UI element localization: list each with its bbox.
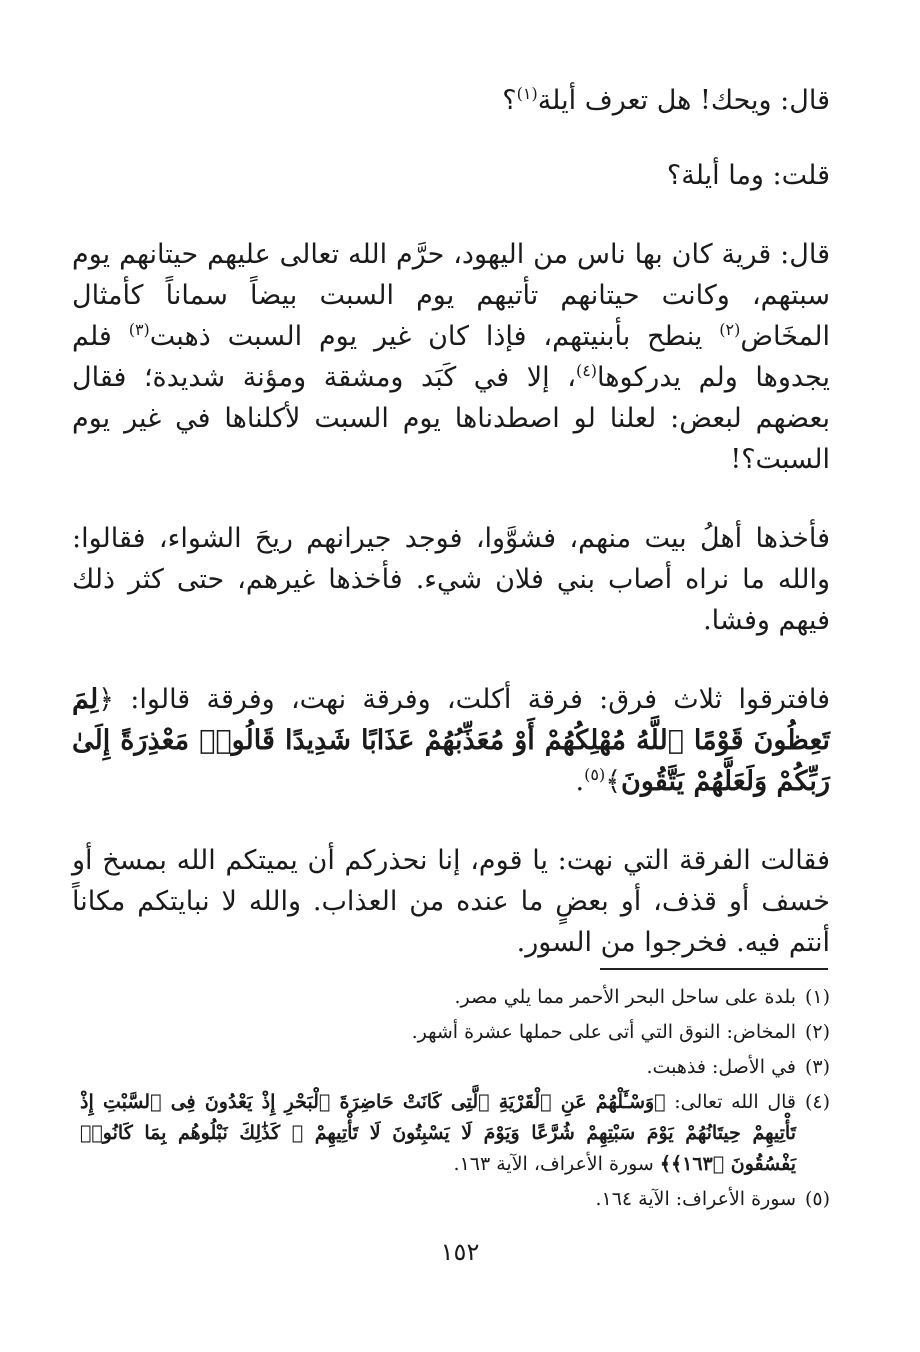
paragraph	[72, 679, 830, 802]
paragraph-text: فأخذها أهلُ بيت منهم، فشوَّوا، فوجد جيرانهم ريحَ الشواء، فقالوا: والله ما نراه أصاب بني فلان شيء. فأخذها غيرهم، حتى كثر ذلك فيهم وفشا.	[72, 523, 830, 636]
footnote	[80, 1087, 830, 1180]
page-number: ١٥٢	[440, 1238, 480, 1266]
paragraph-text: فقالت الفرقة التي نهت: يا قوم، إنا نحذركم أن يميتكم الله بمسخ أو خسف أو قذف، أو بعضٍ ما عنده من العذاب. والله لا نبايتكم مكاناً أنتم فيه. فخرجوا من السور.	[72, 845, 830, 958]
footnote	[80, 982, 830, 1013]
footnote-ref[interactable]: (٥)	[584, 765, 606, 784]
paragraph-text: ؟	[502, 85, 517, 116]
paragraph-text: ، إلا في كَبَد ومشقة ومؤنة شديدة؛ فقال بعضهم لبعض: لعلنا لو اصطدناها يوم السبت لأكلناها في غير يوم السبت؟!	[72, 362, 830, 475]
main-text	[72, 80, 830, 1001]
paragraph-text: .	[575, 766, 585, 797]
paragraph-text: ينطح بأبنيتهم، فإذا كان غير يوم السبت ذهبت	[149, 321, 720, 352]
footnote-number: (٣)	[804, 1056, 830, 1078]
paragraph-text: فافترقوا ثلاث فرق: فرقة أكلت، وفرقة نهت، وفرقة قالوا:	[114, 684, 830, 715]
footnotes	[80, 982, 830, 1219]
paragraph	[72, 840, 830, 963]
footnote-ref[interactable]: (٣)	[128, 320, 150, 339]
footnote	[80, 1052, 830, 1083]
footnote-number: (١)	[804, 986, 830, 1008]
paragraph	[72, 155, 830, 196]
paragraph-text: قال: ويحك! هل تعرف أيلة	[537, 85, 830, 116]
footnote-text: في الأصل: فذهبت.	[646, 1056, 796, 1078]
footnote-number: (٥)	[804, 1188, 830, 1210]
footnote-number: (٢)	[804, 1021, 830, 1043]
footnote-source: سورة الأعراف، الآية ١٦٣.	[453, 1153, 660, 1175]
footnote-number: (٤)	[804, 1091, 830, 1113]
footnote-separator	[600, 968, 828, 970]
footnote-text: بلدة على ساحل البحر الأحمر مما يلي مصر.	[454, 986, 796, 1008]
verse-open-bracket: ﴿	[98, 684, 115, 715]
footnote-text: قال الله تعالى:	[665, 1091, 796, 1113]
footnote	[80, 1017, 830, 1048]
paragraph-text: فلم يجدوها ولم يدركوها	[72, 321, 831, 393]
paragraph-text: قلت: وما أيلة؟	[666, 160, 830, 191]
paragraph	[72, 80, 830, 121]
paragraph	[72, 234, 830, 480]
footnote-text: سورة الأعراف: الآية ١٦٤.	[595, 1188, 796, 1210]
paragraph	[72, 518, 830, 641]
paragraph-text: قال: قرية كان بها ناس من اليهود، حرَّم الله تعالى عليهم حيتانهم يوم سبتهم، وكانت حيتانهم تأتيهم يوم السبت بيضاً سماناً كأمثال المخَاض	[72, 239, 830, 352]
verse-close-bracket: ﴾	[605, 766, 622, 797]
quran-verse: لِمَ تَعِظُونَ قَوْمًا ٱللَّهُ مُهْلِكُهُمْ أَوْ مُعَذِّبُهُمْ عَذَابًا شَدِيدًا قَالُوا۟ مَعْذِرَةً إِلَىٰ رَبِّكُمْ وَلَعَلَّهُمْ يَتَّقُونَ	[72, 684, 830, 797]
footnote-ref[interactable]: (٤)	[575, 361, 598, 380]
quran-verse: ﴿وَسْـَٔلْهُمْ عَنِ ٱلْقَرْيَةِ ٱلَّتِى كَانَتْ حَاضِرَةَ ٱلْبَحْرِ إِذْ يَعْدُونَ فِى ٱلسَّبْتِ إِذْ تَأْتِيهِمْ حِيتَانُهُمْ يَوْمَ سَبْتِهِمْ شُرَّعًا وَيَوْمَ لَا يَسْبِتُونَ لَا تَأْتِيهِمْ ۚ كَذَٰلِكَ نَبْلُوهُم بِمَا كَانُوا۟ يَفْسُقُونَ ﴿١٦٣﴾﴾	[80, 1091, 796, 1175]
footnote	[80, 1184, 830, 1215]
footnote-ref[interactable]: (٢)	[719, 320, 741, 339]
footnote-text: المخاض: النوق التي أتى على حملها عشرة أشهر.	[411, 1021, 796, 1043]
footnote-text	[80, 1087, 796, 1180]
footnote-ref[interactable]: (١)	[516, 84, 538, 103]
